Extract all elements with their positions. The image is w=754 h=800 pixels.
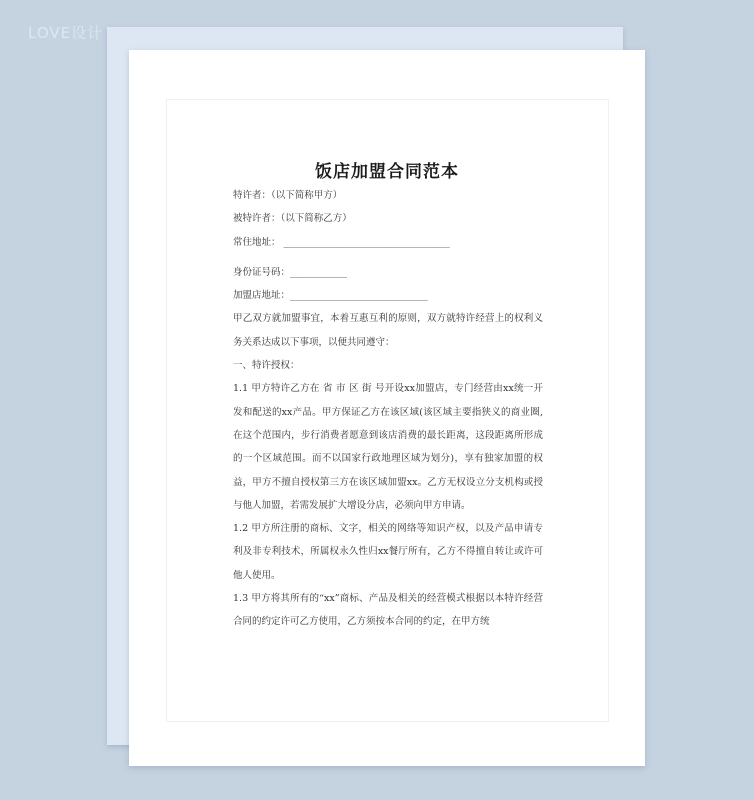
document-title: 饭店加盟合同范本 — [315, 162, 459, 182]
paragraph-intro: 甲乙双方就加盟事宜，本着互惠互利的原则，双方就特许经营上的权利义务关系达成以下事项，以便共同遵守： — [233, 313, 543, 348]
address-line: 常住地址： ___________________________________ — [233, 236, 450, 248]
watermark: LOVE设计 — [28, 24, 104, 42]
clause-1-1: 1.1 甲方特许乙方在 省 市 区 街 号开设xx加盟店，专门经营由xx统一开发和配送的xx产品。甲方保证乙方在该区域(该区域主要指狭义的商业圈, 在这个范围内，步行消费者愿意到该店消费的最长距离，这段距离所形成的一个区域范围。而不以国家行政地理区域为划分)，享有独家加盟的权益，甲方不擅自授权第三方在该区域加盟xx。乙方无权设立分支机构或授与他人加盟，若需发展扩大增设分店，必须向甲方申请。 — [233, 383, 543, 511]
clause-1-3: 1.3 甲方将其所有的“xx”商标、产品及相关的经营模式根据以本特许经营合同的约定许可乙方使用，乙方须按本合同的约定，在甲方统 — [233, 593, 543, 628]
licensor-line: 特许者：（以下简称甲方） — [233, 190, 343, 201]
document-page — [129, 50, 645, 766]
document-body — [233, 184, 543, 634]
store-address-line: 加盟店地址：_____________________________ — [233, 290, 428, 302]
section-heading: 一、特许授权： — [233, 360, 300, 372]
licensee-line: 被特许者：（以下简称乙方） — [233, 213, 352, 225]
clause-1-2: 1.2 甲方所注册的商标、文字，相关的网络等知识产权，以及产品申请专利及非专利技术，所属权永久性归xx餐厅所有，乙方不得擅自转让或许可他人使用。 — [233, 523, 543, 581]
id-number-line: 身份证号码：____________ — [233, 266, 348, 278]
